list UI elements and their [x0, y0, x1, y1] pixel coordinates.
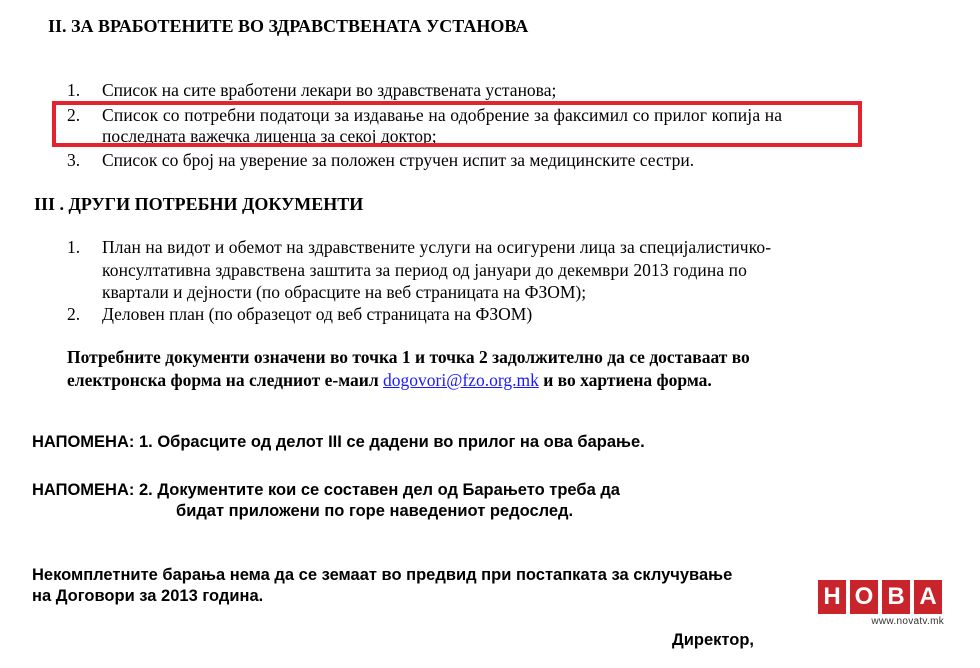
list-number: 3. — [67, 150, 81, 170]
note-2-continuation: бидат приложени по горе наведениот редослед. — [176, 502, 574, 520]
logo-letter: В — [882, 580, 910, 614]
list-item: Список на сите вработени лекари во здравствената установа; — [102, 80, 557, 100]
list-number: 1. — [67, 80, 81, 100]
list-item: квартали и дејности (по обрасците на веб страницата на ФЗОМ); — [102, 282, 587, 302]
list-item: Список со потребни податоци за издавање на одобрение за факсимил со прилог копија на — [102, 105, 783, 125]
list-item: Деловен план (по образецот од веб страницата на ФЗОМ) — [102, 304, 533, 324]
novatv-logo — [818, 580, 944, 632]
list-item: План на видот и обемот на здравствените услуги на осигурени лица за специјалистичко- — [102, 237, 772, 257]
list-number: 1. — [67, 237, 81, 257]
list-number: 2. — [67, 105, 81, 125]
logo-letters — [818, 580, 944, 614]
email-link[interactable]: dogovori@fzo.org.mk — [383, 370, 539, 390]
requirement-line — [67, 370, 712, 391]
list-item: последната важечка лиценца за секој доктор; — [102, 126, 437, 146]
logo-letter: А — [914, 580, 942, 614]
section-3-title: III . ДРУГИ ПОТРЕБНИ ДОКУМЕНТИ — [34, 194, 364, 214]
closing-line: на Договори за 2013 година. — [32, 587, 264, 605]
highlight-box — [52, 101, 862, 147]
signature: Директор, — [672, 631, 755, 649]
list-item: консултативна здравствена заштита за период од јануари до декември 2013 година по — [102, 260, 747, 280]
list-number: 2. — [67, 304, 81, 324]
requirement-text: и во хартиена форма. — [538, 370, 712, 390]
logo-letter: О — [850, 580, 878, 614]
logo-url: www.novatv.mk — [871, 616, 944, 627]
closing-line: Некомплетните барања нема да се земаат во предвид при постапката за склучување — [32, 566, 733, 584]
section-2-title: II. ЗА ВРАБОТЕНИТЕ ВО ЗДРАВСТВЕНАТА УСТАНОВА — [48, 16, 529, 36]
logo-letter: Н — [818, 580, 846, 614]
note-1: НАПОМЕНА: 1. Обрасците од делот III се дадени во прилог на ова барање. — [32, 433, 645, 451]
note-2: НАПОМЕНА: 2. Документите кои се составен дел од Барањето треба да — [32, 481, 620, 499]
requirement-line: Потребните документи означени во точка 1 и точка 2 задолжително да се доставаат во — [67, 347, 750, 367]
requirement-text: електронска форма на следниот е-маил — [67, 370, 384, 390]
list-item: Список со број на уверение за положен стручен испит за медицинските сестри. — [102, 150, 695, 170]
